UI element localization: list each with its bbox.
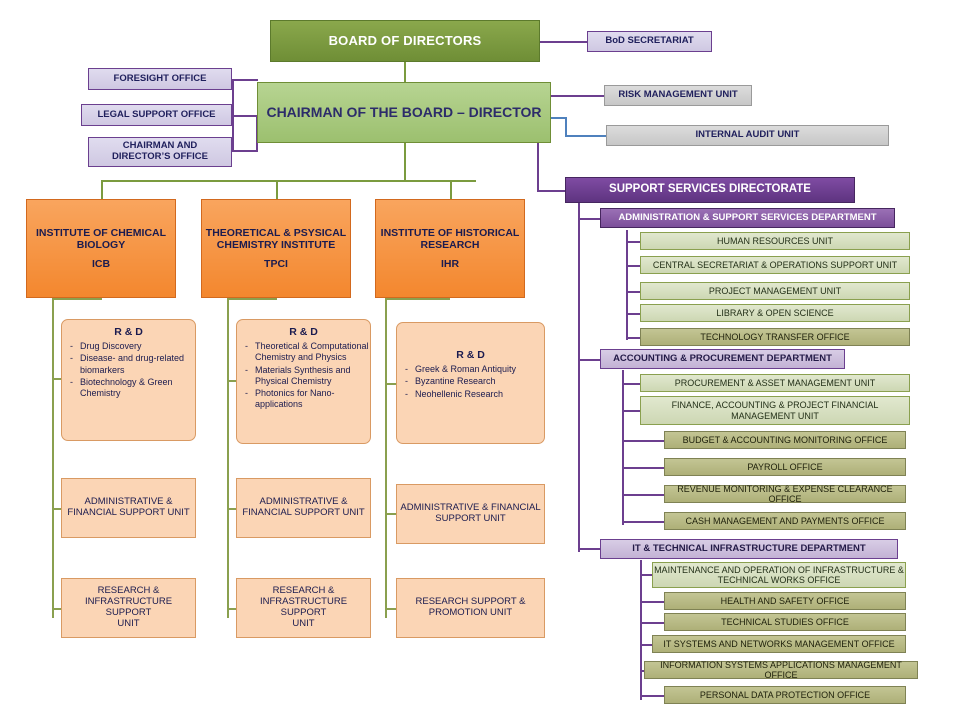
department-accounting-label: ACCOUNTING & PROCUREMENT DEPARTMENT: [613, 352, 832, 364]
connector-foresight: [232, 79, 258, 81]
institute-icb-admin-unit-box[interactable]: [61, 478, 196, 538]
branch-dept3: [578, 548, 600, 550]
unit-label: HEALTH AND SAFETY OFFICE: [720, 595, 850, 606]
institute-icb-name-line2: BIOLOGY: [76, 239, 126, 252]
connector-institutes-bus: [101, 180, 476, 182]
institute-icb-rnd-title: R & D: [114, 326, 143, 338]
institute-icb-admin-line2: FINANCIAL SUPPORT UNIT: [67, 507, 190, 518]
institute-ihr-rnd-box[interactable]: [396, 322, 545, 444]
branch-d1u4: [626, 313, 640, 315]
spine-dept3: [640, 560, 642, 700]
rnd-item: - Biotechnology & Green Chemistry: [68, 377, 201, 400]
rnd-item: - Disease- and drug-related biomarkers: [68, 353, 201, 376]
connector-inst2-down: [276, 180, 278, 200]
connector-audit-h2: [565, 135, 606, 137]
institute-tpci-admin-unit-box[interactable]: [236, 478, 371, 538]
rnd-item: - Byzantine Research: [403, 376, 550, 387]
legal-support-office-box[interactable]: [81, 104, 232, 126]
branch-d1u3: [626, 291, 640, 293]
institute-tpci-rnd-list: [237, 341, 382, 411]
institute-ihr-support-line1: RESEARCH SUPPORT &: [415, 596, 526, 608]
rnd-item: - Theoretical & Computational Chemistry and Physics: [243, 341, 376, 364]
institute-tpci-name-line2: CHEMISTRY INSTITUTE: [216, 239, 336, 252]
spine-ssd: [578, 202, 580, 552]
chairman-director-office-label-line2: DIRECTOR’S OFFICE: [112, 151, 208, 162]
institute-ihr-name-line2: RESEARCH: [420, 239, 480, 252]
branch-d1u1: [626, 241, 640, 243]
unit-project-management[interactable]: [640, 282, 910, 300]
unit-label: PROCUREMENT & ASSET MANAGEMENT UNIT: [674, 377, 876, 388]
foresight-office-box[interactable]: [88, 68, 232, 90]
unit-procurement-asset-management[interactable]: [640, 374, 910, 392]
office-maintenance-infrastructure[interactable]: [652, 562, 906, 588]
institute-icb-name-line1: INSTITUTE OF CHEMICAL: [35, 227, 167, 240]
chairman-director-office-label-line1: CHAIRMAN AND: [122, 140, 198, 152]
institute-icb-rnd-box[interactable]: [61, 319, 196, 441]
institute-ihr-name-line1: INSTITUTE OF HISTORICAL: [380, 227, 520, 240]
legal-support-office-label: LEGAL SUPPORT OFFICE: [97, 108, 216, 120]
rnd-item: - Materials Synthesis and Physical Chemistry: [243, 365, 376, 388]
spine-inst1: [52, 298, 54, 618]
connector-inst1-down: [101, 180, 103, 200]
branch-d2u4: [622, 467, 664, 469]
chairman-label: CHAIRMAN OF THE BOARD – DIRECTOR: [266, 104, 542, 121]
internal-audit-unit-box[interactable]: [606, 125, 889, 146]
rnd-item: - Greek & Roman Antiquity: [403, 364, 550, 375]
support-services-directorate-box[interactable]: [565, 177, 855, 203]
unit-human-resources[interactable]: [640, 232, 910, 250]
unit-label: INFORMATION SYSTEMS APPLICATIONS MANAGEMENT OFFICE: [660, 659, 902, 680]
department-accounting-box[interactable]: [600, 349, 845, 369]
spine-inst1-top: [52, 298, 102, 300]
connector-chairman-down: [404, 143, 406, 181]
unit-central-secretariat[interactable]: [640, 256, 910, 274]
connector-audit-h1: [551, 117, 565, 119]
institute-tpci-admin-line2: FINANCIAL SUPPORT UNIT: [242, 507, 365, 518]
bod-secretariat-box[interactable]: [587, 31, 712, 52]
spine-inst2-top: [227, 298, 277, 300]
spine-dept2: [622, 370, 624, 525]
unit-label: TECHNICAL STUDIES OFFICE: [721, 616, 849, 627]
branch-dept1: [578, 218, 600, 220]
branch-d2u1: [622, 383, 640, 385]
risk-management-unit-label: RISK MANAGEMENT UNIT: [618, 89, 738, 101]
institute-tpci-support-unit-box[interactable]: [236, 578, 371, 638]
institute-icb-box[interactable]: [26, 199, 176, 298]
institute-tpci-name-line1: THEORETICAL & PSYSICAL: [205, 227, 347, 240]
unit-label: PROJECT MANAGEMENT UNIT: [708, 285, 842, 296]
spine-inst3-top: [385, 298, 450, 300]
institute-icb-support-line2: INFRASTRUCTURE SUPPORT: [84, 596, 173, 618]
rnd-item: - Photonics for Nano-applications: [243, 388, 376, 411]
connector-bod-chairman: [404, 62, 406, 82]
branch-inst1-rnd: [52, 378, 61, 380]
department-administration-label: ADMINISTRATION & SUPPORT SERVICES DEPARTMENT: [618, 211, 877, 223]
support-services-directorate-label: SUPPORT SERVICES DIRECTORATE: [609, 183, 811, 196]
branch-inst1-support: [52, 608, 61, 610]
office-technology-transfer[interactable]: [640, 328, 910, 346]
connector-ssd-h: [537, 190, 565, 192]
department-it-infrastructure-label: IT & TECHNICAL INFRASTRUCTURE DEPARTMENT: [632, 542, 866, 554]
branch-d1u2: [626, 265, 640, 267]
office-health-safety[interactable]: [664, 592, 906, 610]
unit-label: BUDGET & ACCOUNTING MONITORING OFFICE: [682, 434, 888, 445]
branch-inst2-support: [227, 608, 236, 610]
institute-tpci-support-line2: INFRASTRUCTURE SUPPORT: [259, 596, 348, 618]
unit-label: CASH MANAGEMENT AND PAYMENTS OFFICE: [685, 515, 885, 526]
institute-ihr-admin-unit-box[interactable]: [396, 484, 545, 544]
department-it-infrastructure-box[interactable]: [600, 539, 898, 559]
institute-ihr-admin-line2: SUPPORT UNIT: [435, 513, 506, 524]
branch-inst3-admin: [385, 513, 396, 515]
unit-label: LIBRARY & OPEN SCIENCE: [716, 307, 834, 318]
connector-bod-secretariat: [539, 41, 587, 43]
connector-inst3-down: [450, 180, 452, 200]
branch-d2u3: [622, 440, 664, 442]
branch-d2u2: [622, 410, 640, 412]
branch-inst3-rnd: [385, 383, 396, 385]
institute-ihr-rnd-list: [397, 364, 556, 400]
unit-label: TECHNOLOGY TRANSFER OFFICE: [700, 331, 850, 342]
bod-secretariat-label: BoD SECRETARIAT: [605, 35, 694, 47]
institute-ihr-support-line2: PROMOTION UNIT: [428, 607, 513, 618]
connector-left-bus: [232, 79, 234, 151]
unit-label: CENTRAL SECRETARIAT & OPERATIONS SUPPORT UNIT: [652, 259, 898, 270]
institute-tpci-support-line1: RESEARCH &: [272, 585, 335, 597]
unit-label: PAYROLL OFFICE: [747, 461, 823, 472]
unit-label: PERSONAL DATA PROTECTION OFFICE: [699, 689, 871, 700]
institute-icb-admin-line1: ADMINISTRATIVE &: [84, 496, 173, 508]
chairman-box[interactable]: [257, 82, 551, 143]
institute-tpci-acronym: TPCI: [264, 257, 288, 270]
connector-audit-v: [565, 117, 567, 135]
risk-management-unit-box[interactable]: [604, 85, 752, 106]
institute-icb-acronym: ICB: [91, 257, 111, 270]
institute-tpci-box[interactable]: [201, 199, 351, 298]
branch-d3u6: [640, 695, 664, 697]
connector-risk: [551, 95, 604, 97]
department-administration-box[interactable]: [600, 208, 895, 228]
branch-d1u5: [626, 337, 640, 339]
institute-icb-support-unit-box[interactable]: [61, 578, 196, 638]
branch-inst3-support: [385, 608, 396, 610]
office-budget-accounting-monitoring[interactable]: [664, 431, 906, 449]
office-technical-studies[interactable]: [664, 613, 906, 631]
spine-inst2: [227, 298, 229, 618]
office-information-systems-applications[interactable]: [644, 661, 918, 679]
unit-label: IT SYSTEMS AND NETWORKS MANAGEMENT OFFICE: [663, 638, 895, 649]
branch-dept2: [578, 359, 600, 361]
institute-icb-support-line3: UNIT: [117, 617, 140, 629]
institute-ihr-box[interactable]: [375, 199, 525, 298]
branch-d2u5: [622, 494, 664, 496]
institute-ihr-support-unit-box[interactable]: [396, 578, 545, 638]
unit-label: HUMAN RESOURCES UNIT: [716, 235, 833, 246]
spine-dept1: [626, 230, 628, 340]
unit-label: MAINTENANCE AND OPERATION OF INFRASTRUCTURE & TECHNICAL WORKS OFFICE: [654, 564, 904, 585]
institute-ihr-admin-line1: ADMINISTRATIVE & FINANCIAL: [400, 502, 541, 514]
branch-d3u4: [640, 644, 652, 646]
unit-label: FINANCE, ACCOUNTING & PROJECT FINANCIAL MANAGEMENT UNIT: [671, 400, 879, 421]
institute-ihr-rnd-title: R & D: [456, 349, 485, 361]
branch-d3u1: [640, 574, 652, 576]
institute-ihr-acronym: IHR: [440, 257, 460, 270]
office-it-systems-networks[interactable]: [652, 635, 906, 653]
institute-icb-support-line1: RESEARCH &: [97, 585, 160, 597]
branch-inst2-rnd: [227, 380, 236, 382]
unit-finance-accounting[interactable]: [640, 396, 910, 425]
branch-d3u3: [640, 622, 664, 624]
spine-inst3: [385, 298, 387, 618]
rnd-item: - Drug Discovery: [68, 341, 201, 352]
unit-library-open-science[interactable]: [640, 304, 910, 322]
institute-tpci-support-line3: UNIT: [292, 617, 315, 629]
branch-inst1-admin: [52, 508, 61, 510]
unit-label: REVENUE MONITORING & EXPENSE CLEARANCE OFFICE: [677, 483, 893, 504]
office-revenue-monitoring[interactable]: [664, 485, 906, 503]
institute-tpci-rnd-box[interactable]: [236, 319, 371, 444]
office-payroll[interactable]: [664, 458, 906, 476]
board-of-directors-label: BOARD OF DIRECTORS: [328, 32, 482, 48]
rnd-item: - Neohellenic Research: [403, 389, 550, 400]
institute-tpci-admin-line1: ADMINISTRATIVE &: [259, 496, 348, 508]
foresight-office-label: FORESIGHT OFFICE: [113, 72, 207, 84]
branch-inst2-admin: [227, 508, 236, 510]
branch-d3u2: [640, 601, 664, 603]
chairman-director-office-box[interactable]: [88, 137, 232, 167]
institute-tpci-rnd-title: R & D: [289, 326, 318, 338]
office-personal-data-protection[interactable]: [664, 686, 906, 704]
office-cash-management[interactable]: [664, 512, 906, 530]
branch-d2u6: [622, 521, 664, 523]
board-of-directors-box[interactable]: [270, 20, 540, 62]
connector-ssd-v: [537, 143, 539, 190]
internal-audit-unit-label: INTERNAL AUDIT UNIT: [695, 129, 800, 141]
institute-icb-rnd-list: [62, 341, 207, 399]
